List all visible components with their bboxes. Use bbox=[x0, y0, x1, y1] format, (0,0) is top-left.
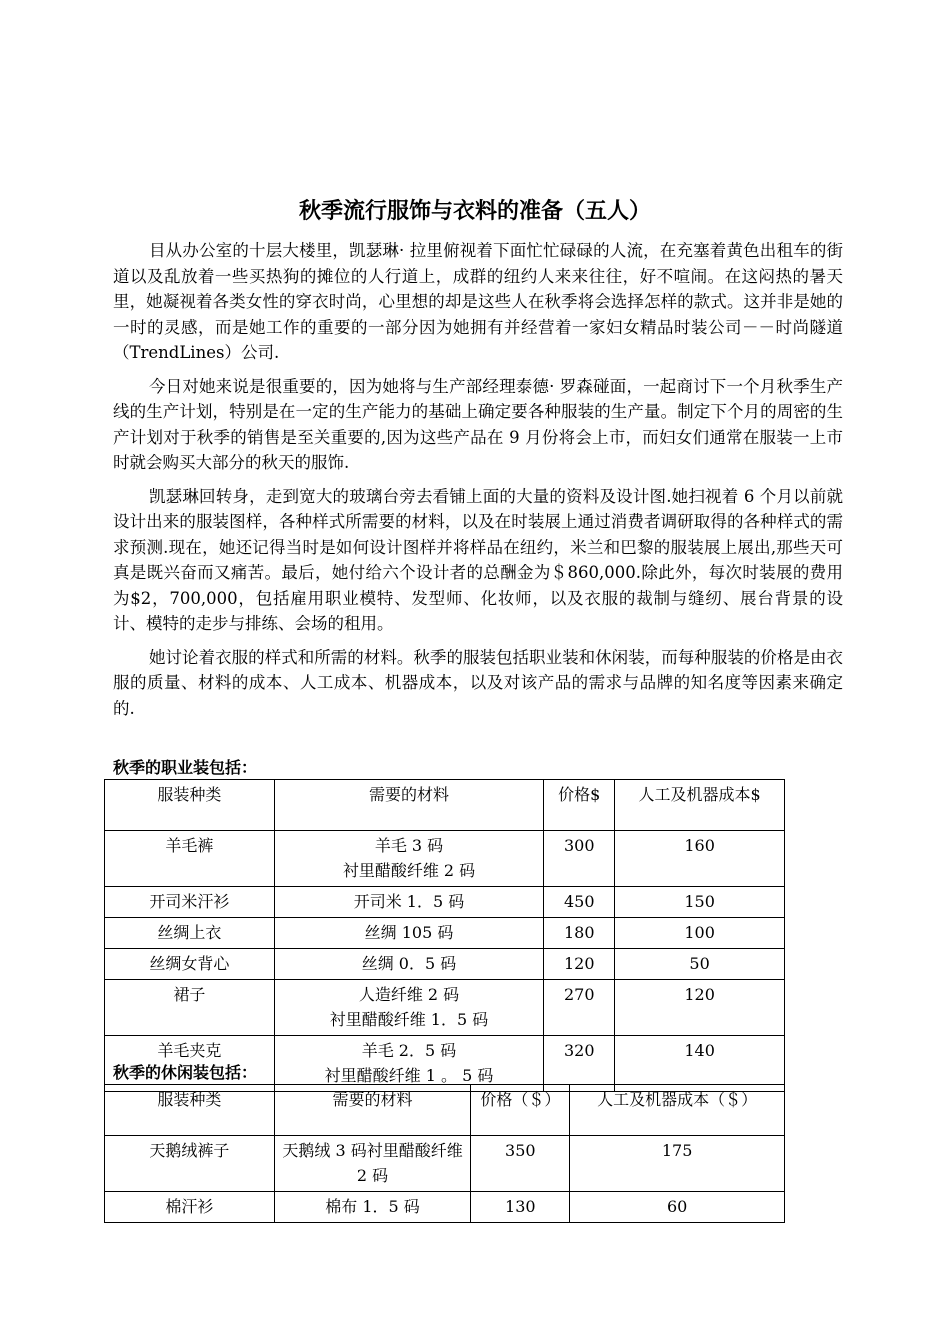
business-wear-table bbox=[104, 779, 785, 1092]
header-type: 服装种类 bbox=[105, 780, 275, 831]
price-cell: 300 bbox=[544, 831, 615, 887]
price-cell: 180 bbox=[544, 918, 615, 949]
paragraph: 今日对她来说是很重要的，因为她将与生产部经理泰德· 罗森碰面，一起商讨下一个月秋季生产线的生产计划，特别是在一定的生产能力的基础上确定要各种服装的生产量。制定下个月的周密的生产计划对于秋季的销售是至关重要的,因为这些产品在 9 月份将会上市，而妇女们通常在服装一上市时就会购买大部分的秋天的服饰. bbox=[113, 376, 843, 472]
body-text bbox=[113, 238, 843, 729]
material-line: 羊毛 3 码 bbox=[374, 836, 444, 855]
price-cell: 130 bbox=[471, 1192, 570, 1223]
material-line: 天鹅绒 3 码衬里醋酸纤维 2 码 bbox=[282, 1141, 463, 1185]
header-type: 服装种类 bbox=[105, 1085, 275, 1136]
cost-cell: 120 bbox=[615, 980, 785, 1036]
materials-cell bbox=[274, 887, 544, 918]
materials-cell bbox=[274, 980, 544, 1036]
header-cost: 人工及机器成本（＄） bbox=[570, 1085, 785, 1136]
garment-type: 天鹅绒裤子 bbox=[105, 1136, 275, 1192]
business-wear-heading: 秋季的职业装包括： bbox=[113, 758, 258, 777]
cost-cell: 160 bbox=[615, 831, 785, 887]
table-header-row bbox=[105, 1085, 785, 1136]
paragraph: 她讨论着衣服的样式和所需的材料。秋季的服装包括职业装和休闲装，而每种服装的价格是由衣服的质量、材料的成本、人工成本、机器成本，以及对该产品的需求与品牌的知名度等因素来确定的. bbox=[113, 647, 843, 718]
table-row bbox=[105, 1192, 785, 1223]
garment-type: 羊毛裤 bbox=[105, 831, 275, 887]
cost-cell: 175 bbox=[570, 1136, 785, 1192]
material-line: 衬里醋酸纤维 2 码 bbox=[342, 861, 476, 880]
cost-cell: 100 bbox=[615, 918, 785, 949]
materials-cell bbox=[274, 918, 544, 949]
header-price: 价格（＄） bbox=[471, 1085, 570, 1136]
garment-type: 羊毛夹克 bbox=[105, 1036, 275, 1092]
header-cost: 人工及机器成本$ bbox=[615, 780, 785, 831]
material-line: 衬里醋酸纤维 1．5 码 bbox=[329, 1010, 489, 1029]
garment-type: 裙子 bbox=[105, 980, 275, 1036]
cost-cell: 150 bbox=[615, 887, 785, 918]
material-line: 开司米 1．5 码 bbox=[353, 892, 465, 911]
materials-cell bbox=[274, 1136, 471, 1192]
table-header-row bbox=[105, 780, 785, 831]
header-materials: 需要的材料 bbox=[274, 780, 544, 831]
material-line: 丝绸 0．5 码 bbox=[361, 954, 457, 973]
cost-cell: 140 bbox=[615, 1036, 785, 1092]
casual-wear-heading: 秋季的休闲装包括： bbox=[113, 1063, 258, 1082]
table-row bbox=[105, 918, 785, 949]
price-cell: 320 bbox=[544, 1036, 615, 1092]
material-line: 丝绸 105 码 bbox=[364, 923, 454, 942]
document-title: 秋季流行服饰与衣料的准备（五人） bbox=[298, 198, 651, 224]
price-cell: 350 bbox=[471, 1136, 570, 1192]
table-row bbox=[105, 949, 785, 980]
cost-cell: 60 bbox=[570, 1192, 785, 1223]
garment-type: 丝绸女背心 bbox=[105, 949, 275, 980]
price-cell: 270 bbox=[544, 980, 615, 1036]
garment-type: 开司米汗衫 bbox=[105, 887, 275, 918]
header-price: 价格$ bbox=[544, 780, 615, 831]
garment-type: 丝绸上衣 bbox=[105, 918, 275, 949]
paragraph: 目从办公室的十层大楼里，凯瑟琳· 拉里俯视着下面忙忙碌碌的人流，在充塞着黄色出租车的街道以及乱放着一些买热狗的摊位的人行道上，成群的纽约人来来往往，好不喧闹。在这闷热的暑天里，她凝视着各类女性的穿衣时尚，心里想的却是这些人在秋季将会选择怎样的款式。这并非是她的一时的灵感，而是她工作的重要的一部分因为她拥有并经营着一家妇女精品时装公司－－时尚隧道（TrendLines）公司. bbox=[113, 241, 843, 362]
header-materials: 需要的材料 bbox=[274, 1085, 471, 1136]
price-cell: 450 bbox=[544, 887, 615, 918]
cost-cell: 50 bbox=[615, 949, 785, 980]
garment-type: 棉汗衫 bbox=[105, 1192, 275, 1223]
materials-cell bbox=[274, 831, 544, 887]
table-row bbox=[105, 887, 785, 918]
materials-cell bbox=[274, 1192, 471, 1223]
paragraph: 凯瑟琳回转身，走到宽大的玻璃台旁去看铺上面的大量的资料及设计图.她扫视着 6 个月以前就设计出来的服装图样，各种样式所需要的材料，以及在时装展上通过消费者调研取得的各种样式的需求预测.现在，她还记得当时是如何设计图样并将样品在纽约，米兰和巴黎的服装展上展出,那些天可真是既兴奋而又痛苦。最后，她付给六个设计者的总酬金为＄860,000.除此外，每次时装展的费用为$2，700,000，包括雇用职业模特、发型师、化妆师，以及衣服的裁制与缝纫、展台背景的设计、模特的走步与排练、会场的租用。 bbox=[113, 486, 843, 633]
material-line: 羊毛 2．5 码 bbox=[361, 1041, 457, 1060]
material-line: 棉布 1．5 码 bbox=[325, 1197, 420, 1216]
table-row bbox=[105, 980, 785, 1036]
material-line: 衬里醋酸纤维 1 。 5 码 bbox=[324, 1066, 494, 1085]
table-row bbox=[105, 1136, 785, 1192]
table-row bbox=[105, 831, 785, 887]
casual-wear-table bbox=[104, 1084, 785, 1223]
material-line: 人造纤维 2 码 bbox=[358, 985, 460, 1004]
price-cell: 120 bbox=[544, 949, 615, 980]
materials-cell bbox=[274, 949, 544, 980]
